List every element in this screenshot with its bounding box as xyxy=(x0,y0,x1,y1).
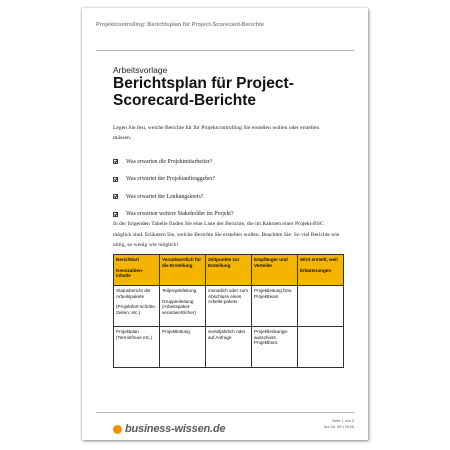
header-cell-responsible: Verantwortlich für die Erstellung xyxy=(160,255,206,286)
footer-divider xyxy=(96,412,354,413)
table-cell: monatlich oder zum Abschluss eines Arbeits-pakets xyxy=(206,286,252,327)
question-list xyxy=(113,153,343,223)
question-item xyxy=(113,171,343,189)
page-number: Seite 1 von 2 xyxy=(331,419,354,423)
checkbox-icon xyxy=(113,177,118,182)
table-cell xyxy=(298,286,344,327)
page-info xyxy=(324,418,354,430)
cell-text: (Projektfort-schritte, Zeiten, etc.) xyxy=(116,304,157,315)
question-text: Was erwarten die Projektmitarbeiter? xyxy=(126,158,213,165)
logo-text: business-wissen.de xyxy=(125,423,226,435)
table-cell: Projektleitung xyxy=(160,327,206,368)
table-cell: Projektlenkungs-ausschuss, Projektbüro xyxy=(252,327,298,368)
header-cell-reason xyxy=(298,255,344,286)
cell-text: Gruppenleitung (Arbeitspaket-verantwortlicher) xyxy=(162,298,196,315)
question-text: Was erwartet der Projektauftraggeber? xyxy=(126,176,216,183)
intro-paragraph: Legen Sie fest, welche Berichte für Ihr Projektcontrolling Sie erstellen wollen oder erstellen müssen. xyxy=(113,125,320,141)
question-text: Was erwarten weitere Stakeholder im Projekt? xyxy=(126,211,234,218)
document-page xyxy=(82,8,368,440)
question-text: Was erwartet der Lenkungskreis? xyxy=(126,193,204,200)
checkbox-icon xyxy=(113,212,118,217)
checkbox-icon xyxy=(113,194,118,199)
checkbox-icon xyxy=(113,159,118,164)
table-cell xyxy=(298,327,344,368)
table-row xyxy=(114,286,344,327)
article-number: Art.-Nr. 99.178.06 xyxy=(324,425,354,429)
logo-dot-icon xyxy=(113,425,122,434)
report-plan-table xyxy=(113,254,344,368)
header-report-type: Bericht/art xyxy=(116,257,139,262)
cell-text: Teilprojektleitung xyxy=(162,288,197,293)
cell-text: Statusbericht der Arbeitspakete xyxy=(116,288,151,299)
page-header: Projektcontrolling: Berichtsplan für Project-Scorecard-Berichte xyxy=(96,22,265,28)
header-reason: Wird erstellt, weil xyxy=(300,257,338,262)
business-wissen-logo xyxy=(113,423,225,435)
table-cell: Projektplan (Terminfreue etc.) xyxy=(114,327,160,368)
header-explanations: Erläuterungen xyxy=(300,267,332,273)
question-item xyxy=(113,153,343,171)
document-title: Berichtsplan für Project-Scorecard-Berichte xyxy=(113,75,294,109)
table-intro-paragraph: In der folgenden Tabelle finden Sie eine Liste der Berichte, die im Rahmen einer Projekt-BSC möglich sind. Erläutern Sie, welche Berichte Sie erstellen wollen. Beachten Sie: So viel Berichte wie nötig, so wenig wie möglich! xyxy=(113,221,340,248)
table-row xyxy=(114,327,344,368)
table-cell xyxy=(114,286,160,327)
header-cell-recipients: Empfänger und Verteiler xyxy=(252,255,298,286)
header-cell-timing: Zeitpunkte zur Erstellung xyxy=(206,255,252,286)
table-cell: Projektleitung bzw. Projektteam xyxy=(252,286,298,327)
table-cell: vierteljährlich oder auf Anfrage xyxy=(206,327,252,368)
document-subtitle: Arbeitsvorlage xyxy=(113,65,168,75)
table-header-row xyxy=(114,255,344,286)
header-cell-report xyxy=(114,255,160,286)
question-item xyxy=(113,188,343,206)
header-kpi-contents: Kennzahlen-inhalte xyxy=(116,267,144,279)
table-cell xyxy=(160,286,206,327)
header-divider xyxy=(96,50,354,51)
